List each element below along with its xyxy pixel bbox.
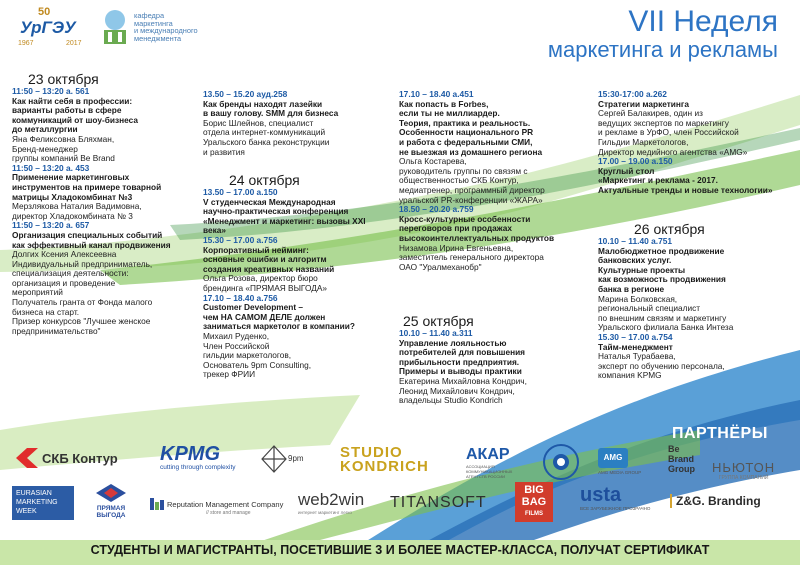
web2win-tagline: интернет маркетинг легко — [298, 510, 352, 515]
session-title-line: переговоров при продажах — [399, 223, 512, 234]
skb-kontur-icon — [16, 448, 38, 468]
session-title-line: Примеры и выводы практики — [399, 366, 522, 377]
session-title-line: Малобюджетное продвижение — [598, 245, 725, 256]
session-title-line: Как бренды находят лазейки — [203, 98, 323, 109]
session-time: 15:30-17:00 а.262 — [598, 89, 667, 99]
dept-line-1: кафедра — [134, 11, 165, 20]
speaker-info-line: Уральского банка реконструкции — [203, 136, 330, 147]
akar-name: АКАР — [466, 446, 510, 463]
schedule-list — [598, 237, 798, 381]
session-title-line: в вашу голову. SMM для бизнеса — [203, 108, 339, 119]
be-brand-line-3: Group — [668, 464, 695, 474]
studio-kondrich-name: STUDIO KONDRICH — [340, 444, 429, 475]
partner-zg-branding[interactable] — [670, 494, 761, 508]
university-name: УрГЭУ — [20, 18, 76, 37]
partner-reputation-management[interactable] — [150, 498, 283, 516]
session-title-line: чем НА САМОМ ДЕЛЕ должен — [203, 311, 326, 322]
session-title-line: до металлургии — [12, 124, 78, 135]
web2win-name: web2win — [298, 490, 365, 509]
speaker-info-line: общественностью СКБ Контур, — [399, 175, 519, 186]
column-oct-25 — [399, 314, 599, 406]
speaker-info-line: и рекламе в УрФО, член Российской — [598, 127, 739, 138]
day-heading-oct-23: 23 октября — [28, 71, 99, 87]
speaker-info-line: Марина Болковская, — [598, 293, 678, 304]
speaker-info-line: Ольга Розова, директор бюро — [203, 273, 318, 284]
partner-titansoft[interactable] — [390, 494, 487, 512]
partner-eurasian-marketing-week[interactable] — [12, 486, 74, 520]
speaker-info-line: Основатель 9pm Consulting, — [203, 359, 312, 370]
session-title-line: Стратегии маркетинга — [598, 98, 689, 109]
speaker-info-line: бизнеса на старт. — [12, 306, 80, 317]
zg-branding-name: Z&G. Branding — [676, 494, 761, 508]
session-time: 11:50 – 13:20 а. 657 — [12, 220, 90, 231]
speaker-info-line: Индивидуальный предприниматель, — [12, 258, 153, 269]
session-title-line: банковских услуг. — [598, 255, 672, 266]
session-title-line: коммуникаций от шоу-бизнеса — [12, 114, 138, 125]
speaker-info-line: компания KPMG — [598, 370, 662, 381]
speaker-info-line: медиатренер, программный директор — [399, 184, 545, 195]
year-end: 2017 — [66, 40, 82, 47]
partner-hladokombinat[interactable] — [540, 442, 582, 485]
column-oct-26 — [598, 222, 798, 381]
hladokombinat-emblem-icon — [540, 442, 582, 482]
column-2-top — [203, 90, 403, 157]
speaker-info-line: предпринимательство" — [12, 325, 101, 336]
session-title-line: V студенческая Международная — [203, 196, 336, 207]
speaker-info-line: руководитель группы по связям с — [399, 165, 528, 176]
speaker-info-line: директор Хладокомбината № 3 — [12, 210, 133, 221]
day-heading-oct-24: 24 октября — [229, 172, 300, 188]
speaker-info-line: Екатерина Михайловна Кондрич, — [399, 375, 527, 386]
university-logo — [16, 6, 86, 52]
partner-kpmg[interactable] — [160, 444, 236, 471]
session-title-line: Культурные проекты — [598, 264, 686, 275]
speaker-info-line: ОАО "Уралмеханобр" — [399, 261, 482, 272]
session-title-line: создания креативных названий — [203, 263, 335, 274]
skb-kontur-name: СКБ Контур — [42, 450, 118, 466]
schedule-list — [399, 90, 599, 272]
9pm-name: 9pm — [288, 454, 304, 463]
session-title-line: Как найти себя в профессии: — [12, 95, 133, 106]
schedule-list — [598, 90, 798, 196]
kpmg-tagline: cutting through complexity — [160, 464, 236, 471]
certificate-notice: СТУДЕНТЫ И МАГИСТРАНТЫ, ПОСЕТИВШИЕ 3 И БОЛЕЕ МАСТЕР-КЛАССА, ПОЛУЧАТ СЕРТИФИКАТ — [90, 543, 710, 557]
session-title-line: Актуальные тренды и новые технологии» — [598, 184, 773, 195]
session-title-line: варианты работы в сфере — [12, 105, 122, 116]
speaker-info-line: уральской PR-конференции «ЖАРА» — [399, 194, 543, 205]
partner-studio-kondrich[interactable] — [340, 446, 440, 475]
session-title-line: Теория, практика и реальность. — [399, 117, 531, 128]
speaker-info-line: Гильдии Маркетологов, — [598, 136, 689, 147]
column-4-top — [598, 90, 798, 196]
reputation-management-icon — [150, 498, 164, 510]
speaker-info-line: Ольга Костарева, — [399, 156, 467, 167]
event-title-line-1: VII Неделя — [628, 5, 778, 38]
speaker-info-line: Призер конкурсов "Лучшее женское — [12, 316, 151, 327]
session-time: 18.50 – 20.20 а.759 — [399, 204, 474, 215]
schedule-list — [203, 188, 403, 380]
speaker-info-line: Долгих Ксения Алексеевна — [12, 249, 117, 260]
session-title-line: Customer Development – — [203, 302, 304, 313]
session-title-line: инструментов на примере товарной — [12, 181, 162, 192]
usta-name: usta — [580, 484, 622, 506]
amg-name: AMG — [598, 448, 628, 468]
session-title-line: не выезжая из домашнего региона — [399, 146, 543, 157]
session-title-line: Применение маркетинговых — [12, 172, 130, 183]
speaker-info-line: эксперт по обучению персонала, — [598, 360, 725, 371]
newton-name: НЬЮТОН — [712, 460, 776, 475]
be-brand-line-1: Be — [668, 444, 680, 454]
pv-line-2: ВЫГОДА — [96, 512, 126, 519]
akar-tagline: АССОЦИАЦИЯ КОММУНИКАЦИОННЫХ АГЕНТСТВ РОССИИ — [466, 464, 513, 479]
schedule-list — [12, 87, 212, 336]
kpmg-name: KPMG — [160, 443, 220, 465]
dept-line-4: менеджмента — [134, 33, 182, 43]
speaker-info-line: Бренд-менеджер — [12, 143, 78, 154]
anniversary-number: 50 — [38, 6, 51, 18]
speaker-info-line: заместитель генерального директора — [399, 252, 544, 263]
session-time: 15.30 – 17.00 а.754 — [598, 331, 673, 342]
be-brand-line-2: Brand — [668, 454, 695, 464]
session-title-line: Тайм-менеджмент — [598, 341, 673, 352]
speaker-info-line: группы компаний Be Brand — [12, 153, 115, 164]
speaker-info-line: Мерзлякова Наталия Вадимовна, — [12, 201, 142, 212]
titansoft-name: TITANSOFT — [390, 494, 487, 511]
speaker-info-line: Михаил Руденко, — [203, 330, 270, 341]
speaker-info-line: Сергей Балакирев, один из — [598, 108, 703, 119]
dept-line-3: и международного — [134, 26, 198, 36]
pv-line-1: ПРЯМАЯ — [96, 505, 126, 512]
event-title — [548, 6, 778, 62]
session-title-line: если ты не миллиардер. — [399, 108, 500, 119]
column-oct-24 — [203, 173, 403, 380]
session-title-line: потребителей для повышения — [399, 347, 526, 358]
session-time: 11:50 – 13:20 а. 453 — [12, 162, 90, 173]
session-title-line: «Маркетинг и реклама - 2017. — [598, 175, 718, 186]
partner-big-bag-films[interactable] — [515, 482, 553, 522]
speaker-info-line: специализация деятельности: — [12, 268, 129, 279]
session-time: 13.50 – 17.00 а.150 — [203, 187, 278, 197]
emw-line-2: MARKETING — [16, 499, 58, 506]
reputation-management-name: Reputation Management Company — [167, 499, 284, 509]
session-time: 15.30 – 17.00 а.756 — [203, 234, 278, 245]
speaker-info-line: мероприятий — [12, 287, 63, 298]
session-title-line: как эффективный канал продвижения — [12, 239, 171, 250]
session-time: 17.00 – 19.00 а.150 — [598, 156, 673, 167]
session-title-line: Управление лояльностью — [399, 337, 507, 348]
speaker-info-line: Получатель гранта от Фонда малого — [12, 297, 153, 308]
session-title-line: Особенности национального PR — [399, 127, 534, 138]
newton-tagline: ГРУППА КОМПАНИЙ — [718, 475, 769, 481]
dept-line-2: маркетинга — [134, 18, 173, 28]
session-title-line: заниматься маркетолог в компании? — [203, 321, 355, 332]
bigbag-line-1: BIG — [524, 484, 544, 496]
column-3-top — [399, 90, 599, 272]
bigbag-line-2: BAG — [521, 496, 547, 508]
schedule-list — [203, 90, 403, 157]
speaker-info-line: ведущих экспертов по маркетингу — [598, 117, 729, 128]
session-title-line: и работа с федеральными СМИ, — [399, 136, 533, 147]
session-title-line: Как попасть в Forbes, — [399, 98, 489, 109]
speaker-info-line: по внешним связям и маркетингу — [598, 312, 727, 323]
partner-newton[interactable] — [712, 460, 775, 481]
event-title-line-2: маркетинга и рекламы — [547, 37, 778, 62]
partner-9pm[interactable] — [260, 444, 304, 477]
partner-amg[interactable] — [598, 448, 641, 475]
speaker-info-line: региональный специалист — [598, 303, 701, 314]
speaker-info-line: Директор медийного агентства «AMG» — [598, 146, 748, 157]
session-title-line: матрицы Хладокомбинат №3 — [12, 191, 133, 202]
session-title-line: основные ошибки и алгоритм — [203, 254, 327, 265]
speaker-info-line: трекер ФРИИ — [203, 369, 256, 380]
usta-tagline: ВСЕ ЗАРУБЕЖНОЕ ПРОЗРАЧНО — [580, 506, 651, 511]
speaker-info-line: Член Российской — [203, 340, 270, 351]
speaker-info-line: Яна Феликсовна Бляхман, — [12, 133, 115, 144]
partner-usta[interactable] — [580, 484, 650, 511]
speaker-info-line: отдела интернет-коммуникаций — [203, 127, 326, 138]
reputation-management-tagline: // store and manage — [206, 510, 251, 516]
session-title-line: «Менеджмент и маркетинг: вызовы XXI — [203, 215, 366, 226]
speaker-info-line: гильдии маркетологов, — [203, 350, 292, 361]
department-logo — [100, 8, 220, 50]
session-title-line: Кросс-культурные особенности — [399, 213, 531, 224]
bigbag-line-3: FILMS — [525, 511, 543, 517]
schedule-list — [399, 329, 599, 406]
session-time: 10.10 – 11.40 а.751 — [598, 236, 673, 246]
session-title-line: прибыльности предприятия. — [399, 356, 520, 367]
speaker-info-line: и развития — [203, 146, 245, 157]
session-title-line: Организация специальных событий — [12, 229, 163, 240]
session-title-line: Круглый стол — [598, 165, 655, 176]
column-oct-23 — [12, 72, 212, 336]
speaker-info-line: Уральского филиала Банка Интеза — [598, 322, 734, 333]
partner-pryamaya-vygoda[interactable] — [96, 484, 126, 519]
session-time: 10.10 – 11.40 а.311 — [399, 328, 473, 338]
session-time: 11:50 – 13:20 а. 561 — [12, 86, 90, 96]
session-title-line: научно-практическая конференция — [203, 206, 349, 217]
session-title-line: века» — [203, 225, 226, 236]
speaker-info-line: Наталья Турабаева, — [598, 351, 676, 362]
session-title-line: высокоинтеллектуальных продуктов — [399, 232, 555, 243]
session-time: 13.50 – 15.20 ауд.258 — [203, 89, 288, 99]
speaker-info-line: брендинга «ПРЯМАЯ ВЫГОДА» — [203, 282, 327, 293]
year-start: 1967 — [18, 40, 34, 47]
amg-tagline: AMG MEDIA GROUP — [598, 470, 642, 475]
speaker-info-line: владельцы Studio Kondrich — [399, 395, 503, 406]
speaker-info-line: Леонид Михайлович Кондрич, — [399, 385, 515, 396]
partner-be-brand-group[interactable] — [668, 444, 695, 474]
speaker-info-line: Борис Шлейнов, специалист — [203, 117, 314, 128]
partner-akar[interactable] — [466, 446, 526, 479]
day-heading-oct-25: 25 октября — [403, 313, 474, 329]
department-emblem-icon — [100, 8, 130, 46]
pryamaya-vygoda-emblem-icon — [96, 484, 126, 502]
session-title-line: как возможность продвижения — [598, 274, 726, 285]
session-title-line: Корпоративный нейминг: — [203, 244, 309, 255]
partner-skb-kontur[interactable] — [16, 448, 118, 468]
partner-web2win[interactable] — [298, 490, 364, 515]
emw-line-1: EURASIAN — [16, 490, 52, 497]
speaker-info-line: организация и проведение — [12, 277, 116, 288]
session-title-line: банка в регионе — [598, 283, 665, 294]
day-heading-oct-26: 26 октября — [634, 221, 705, 237]
speaker-info-line: Низамова Ирина Евгеньевна, — [399, 242, 514, 253]
partners-heading: ПАРТНЁРЫ — [672, 425, 768, 442]
session-time: 17.10 – 18.40 а.451 — [399, 89, 474, 99]
session-time: 17.10 – 18.40 а.756 — [203, 292, 278, 303]
emw-line-3: WEEK — [16, 508, 37, 515]
